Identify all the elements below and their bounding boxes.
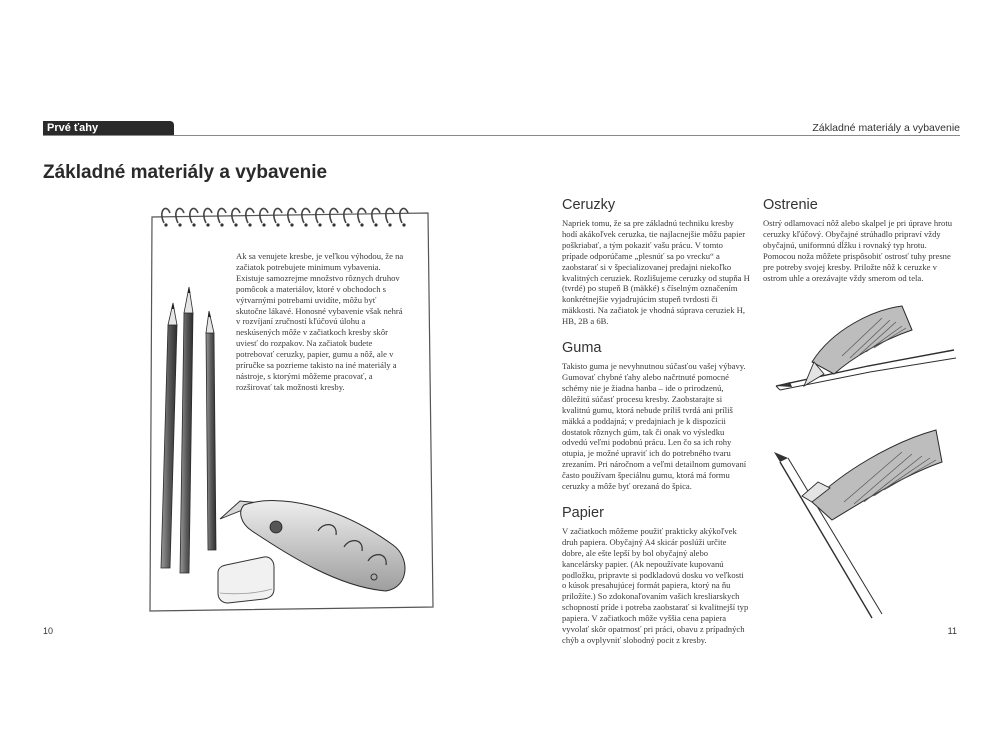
chapter-label: Prvé ťahy <box>47 122 99 134</box>
body-guma: Takisto guma je nevyhnutnou súčasťou vašej výbavy. Gumovať chybné ťahy alebo načrtnuté pomocné schémy nie je žiadna hanba – ide o prirodzenú, dôležitú súčasť procesu kresby. Zaobstarajte si kvalitnú gumu, ktorá nebude príliš tvrdá ani príliš mäkká a poddajná; v predajniach je k dispozícii dostatok rôznych gúm, tak či onak vo výsledku odvedú veľmi podobnú prácu. Len čo sa ich rohy otupia, je možné upraviť ich do potrebného tvaru zrezaním. Pri náročnom a veľmi detailnom gumovaní často používam špeciálnu gumu, ktorá má formu ceruzky a môže byť orezaná do špica. <box>562 361 747 492</box>
page-number-right: 11 <box>947 626 957 636</box>
body-papier: V začiatkoch môžeme použiť prakticky akýkoľvek druh papiera. Obyčajný A4 skicár poslúži určite dobre, ale ešte lepší by bol obyčajný alebo kancelársky papier. (Ak nepoužívate kupovanú podložku, pripravte si podkladovú dosku vo veľkosti o kúsok presahujúcej formát papiera, ktorý na ňu priložíte.) So zdokonaľovaním vašich kresliarskych schopností príde i potreba zaobstarať si kvalitnejší typ papiera. V začiatkoch môže vyššia cena papiera vyvolať skôr opatrnosť pri práci, obavu z prípadných chýb a ovplyvniť slobodný pocit z kresby. <box>562 525 749 645</box>
body-ostrenie: Ostrý odlamovací nôž alebo skalpel je pri úprave hrotu ceruzky kľúčový. Obyčajné strúhadlo pripraví vždy obyčajnú, uniformnú dĺžku i rovnaký typ hrotu. Pomocou noža môžete prispôsobiť ostrosť tuhy presne pre potreby svojej kresby. Priložte nôž k ceruzke v ostrom uhle a orezávajte vždy smerom od tela. <box>763 218 953 283</box>
chapter-tab <box>43 121 174 135</box>
heading-ceruzky: Ceruzky <box>562 197 616 213</box>
body-ceruzky: Napriek tomu, že sa pre základnú techniku kresby hodí akákoľvek ceruzka, tie najlacnejšie môžu papier poškriabať, a tým pokaziť vašu prácu. V tomto prípade odporúčame „plesnúť sa po vrecku“ a zaobstarať si v špecializovanej predajni niekoľko kvalitných ceruziek. Rozlišujeme ceruzky od stupňa H (tvrdé) po stupeň B (mäkké) s číselným označením konkrétnejšie vyjadrujúcim stupeň tvrdosti či mäkkosti. Na začiatok je vhodná súprava ceruziek H, HB, 2B a 6B. <box>562 218 750 327</box>
pencil-right <box>206 311 216 550</box>
heading-ostrenie: Ostrenie <box>763 197 818 213</box>
page-number-left: 10 <box>43 626 54 636</box>
sharpening-sketch-top <box>772 300 958 408</box>
page-title: Základné materiály a vybavenie <box>43 162 328 183</box>
heading-papier: Papier <box>562 504 604 521</box>
heading-guma: Guma <box>562 340 602 357</box>
column-left <box>562 196 750 658</box>
sharpening-sketch-bottom <box>772 422 958 622</box>
notebook-illustration <box>148 205 438 615</box>
intro-text: Ak sa venujete kresbe, je veľkou výhodou, že na začiatok potrebujete minimum vybavenia. Existuje samozrejme množstvo rôznych druhov pomôcok a materiálov, ktoré v obchodoch s výtvarnými potrebami uvidíte, môžu byť skutočne lákavé. Honosné vybavenie však nehrá v rozvíjaní zručností kľúčovú úlohu a neskúsených môže v začiatkoch kresby skôr uviesť do rozpakov. Na začiatok budete potrebovať ceruzky, papier, gumu a nôž, ale v príručke sa pozrieme takisto na iné materiály a nástroje, s ktorými môžeme pracovať, a rozširovať tak možnosti kresby. <box>236 251 404 392</box>
running-header-section: Základné materiály a vybavenie <box>812 122 960 134</box>
header-rule <box>43 135 960 136</box>
column-right <box>763 196 958 295</box>
